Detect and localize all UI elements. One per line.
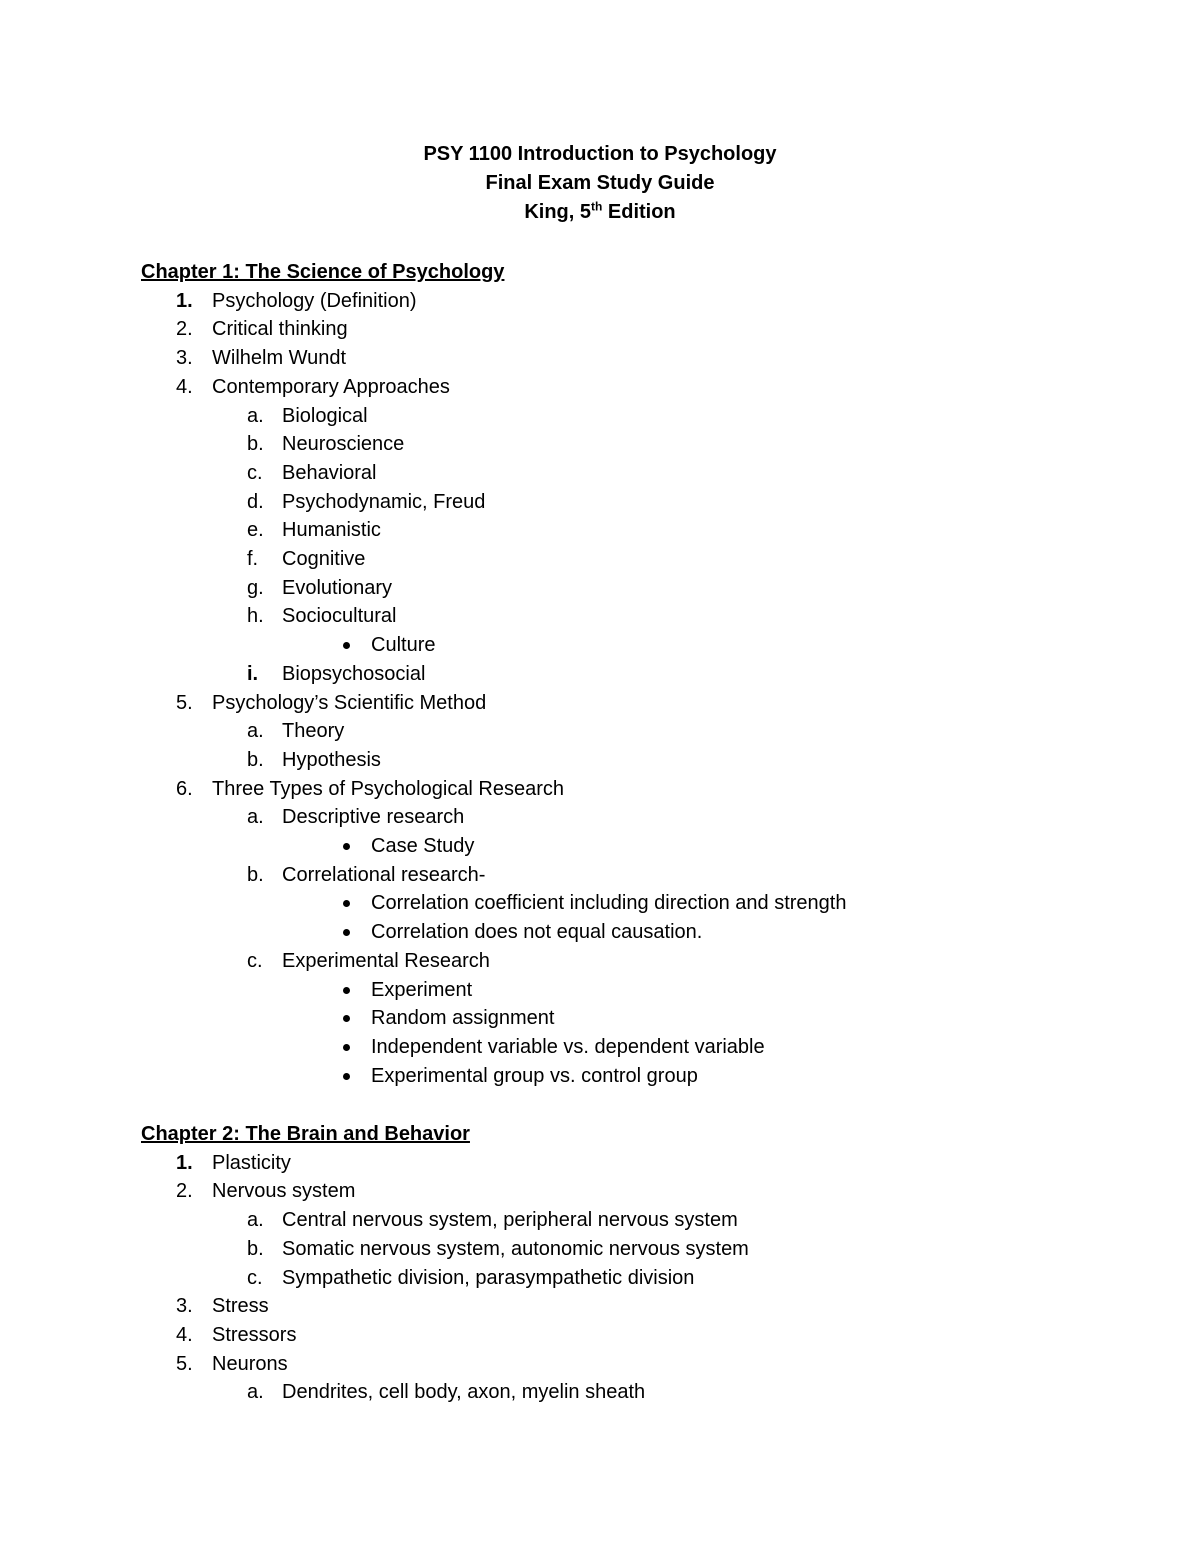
sub-item: Humanistic [282, 519, 381, 542]
sub-item: Somatic nervous system, autonomic nervous system [282, 1237, 749, 1260]
list-item: Three Types of Psychological Research [212, 777, 565, 800]
list-item: Stress [212, 1295, 269, 1318]
bullet-item [371, 918, 702, 947]
bullet-icon [343, 1044, 350, 1051]
sub-letter: b. [247, 433, 264, 456]
sub-letter: a. [247, 1209, 264, 1232]
sub-item: Psychodynamic, Freud [282, 490, 486, 513]
bullet-text: Case Study [371, 835, 475, 857]
list-number: 5. [176, 1352, 193, 1375]
bullet-icon [343, 900, 350, 907]
sub-letter: i. [247, 662, 259, 685]
bullet-item [371, 631, 435, 660]
list-number: 2. [176, 318, 193, 341]
sub-item: Neuroscience [282, 433, 405, 456]
document-title-block [0, 140, 1200, 227]
sub-letter: a. [247, 1381, 264, 1404]
course-title: PSY 1100 Introduction to Psychology [423, 143, 777, 165]
bullet-text: Random assignment [371, 1007, 555, 1030]
edition-superscript: th [591, 199, 603, 214]
bullet-item [371, 1033, 765, 1062]
sub-letter: b. [247, 748, 264, 771]
chapter2-heading: Chapter 2: The Brain and Behavior [141, 1123, 470, 1145]
sub-item: Descriptive research [282, 806, 465, 829]
list-item: Neurons [212, 1352, 288, 1375]
edition-suffix: Edition [602, 201, 676, 223]
bullet-text: Experimental group vs. control group [371, 1064, 698, 1087]
sub-letter: a. [247, 720, 264, 743]
sub-letter: g. [247, 576, 264, 599]
bullet-text: Correlation does not equal causation. [371, 921, 703, 944]
sub-item: Behavioral [282, 461, 377, 484]
bullet-icon [343, 1073, 350, 1080]
bullet-text: Culture [371, 634, 436, 657]
document-subtitle: Final Exam Study Guide [485, 172, 715, 194]
list-item: Psychology’s Scientific Method [212, 691, 487, 714]
list-number: 2. [176, 1180, 193, 1203]
list-number: 5. [176, 691, 193, 714]
list-item: Contemporary Approaches [212, 375, 450, 398]
sub-item: Hypothesis [282, 748, 381, 771]
sub-letter: h. [247, 605, 264, 628]
sub-item: Theory [282, 720, 345, 743]
sub-item: Sociocultural [282, 605, 397, 628]
list-number: 4. [176, 1323, 193, 1346]
sub-item: Biological [282, 404, 368, 427]
bullet-icon [343, 1015, 350, 1022]
sub-letter: a. [247, 806, 264, 829]
list-number: 3. [176, 347, 193, 370]
list-number: 1. [176, 1151, 193, 1174]
list-number: 3. [176, 1295, 193, 1318]
sub-item: Central nervous system, peripheral nervous system [282, 1209, 738, 1232]
sub-letter: c. [247, 461, 263, 484]
list-number: 4. [176, 375, 193, 398]
sub-letter: c. [247, 949, 263, 972]
bullet-item [371, 1062, 698, 1091]
bullet-icon [343, 843, 350, 850]
sub-item: Dendrites, cell body, axon, myelin sheath [282, 1381, 646, 1404]
bullet-icon [343, 642, 350, 649]
sub-item: Experimental Research [282, 949, 490, 972]
bullet-text: Correlation coefficient including direction and strength [371, 892, 847, 915]
bullet-item [371, 889, 846, 918]
sub-letter: c. [247, 1266, 263, 1289]
bullet-item [371, 976, 472, 1005]
list-item: Plasticity [212, 1151, 291, 1174]
edition-author: King, 5 [524, 201, 591, 223]
sub-item: Biopsychosocial [282, 662, 426, 685]
sub-letter: a. [247, 404, 264, 427]
chapter1-heading: Chapter 1: The Science of Psychology [141, 261, 505, 283]
bullet-item [371, 832, 474, 861]
list-item: Wilhelm Wundt [212, 347, 347, 370]
bullet-icon [343, 929, 350, 936]
bullet-text: Independent variable vs. dependent variable [371, 1035, 765, 1058]
edition-line [0, 198, 1200, 227]
sub-letter: b. [247, 1237, 264, 1260]
sub-item: Cognitive [282, 548, 366, 570]
sub-letter: b. [247, 863, 264, 886]
bullet-text: Experiment [371, 978, 473, 1001]
bullet-icon [343, 987, 350, 994]
list-item: Nervous system [212, 1180, 356, 1203]
sub-item: Sympathetic division, parasympathetic division [282, 1266, 695, 1289]
list-number: 1. [176, 289, 193, 312]
list-item: Critical thinking [212, 318, 348, 341]
list-item: Stressors [212, 1323, 297, 1346]
list-number: 6. [176, 777, 193, 800]
sub-letter: f. [247, 548, 259, 570]
sub-item: Evolutionary [282, 576, 393, 599]
sub-item: Correlational research- [282, 863, 486, 886]
bullet-item [371, 1004, 554, 1033]
sub-letter: d. [247, 490, 264, 513]
list-item: Psychology (Definition) [212, 289, 417, 312]
sub-letter: e. [247, 519, 264, 542]
